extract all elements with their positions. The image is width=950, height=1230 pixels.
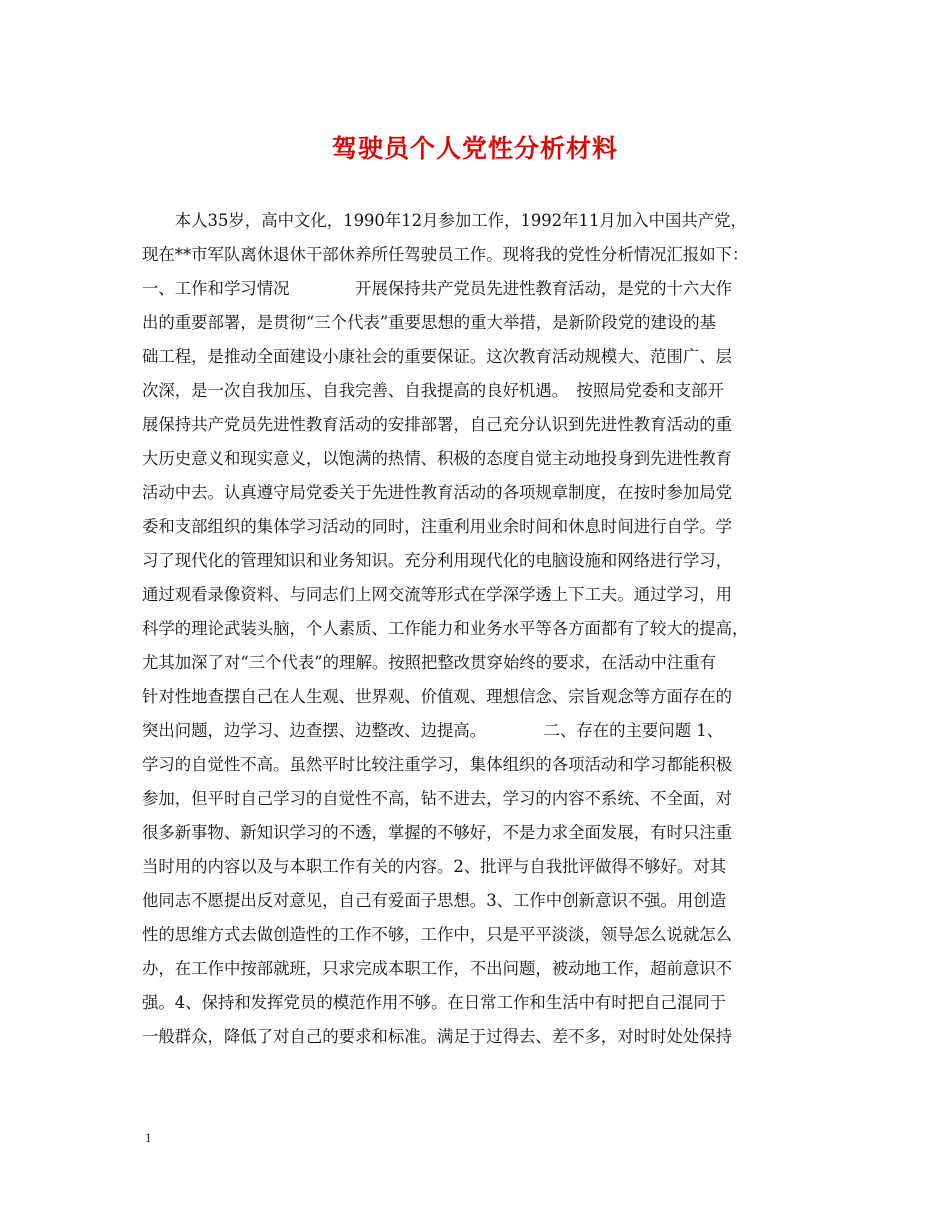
body-line: 性的思维方式去做创造性的工作不够，工作中，只是平平淡淡，领导怎么说就怎么: [142, 925, 733, 944]
body-line: 础工程，是推动全面建设小康社会的重要保证。这次教育活动规模大、范围广、层: [142, 347, 733, 366]
body-line: 学习的自觉性不高。虽然平时比较注重学习，集体组织的各项活动和学习都能积极: [142, 755, 733, 774]
body-line: 活动中去。认真遵守局党委关于先进性教育活动的各项规章制度，在按时参加局党: [142, 483, 733, 502]
body-line: 一般群众，降低了对自己的要求和标准。满足于过得去、差不多，对时时处处保持: [142, 1027, 733, 1046]
body-line: 针对性地查摆自己在人生观、世界观、价值观、理想信念、宗旨观念等方面存在的: [142, 687, 733, 706]
body-line: 现在**市军队离休退休干部休养所任驾驶员工作。现将我的党性分析情况汇报如下：: [142, 245, 749, 264]
body-line: 习了现代化的管理知识和业务知识。充分利用现代化的电脑设施和网络进行学习，: [142, 551, 733, 570]
body-line: 次深，是一次自我加压、自我完善、自我提高的良好机遇。 按照局党委和支部开: [142, 381, 724, 400]
page-number: 1: [145, 1130, 152, 1145]
body-line: 大历史意义和现实意义，以饱满的热情、积极的态度自觉主动地投身到先进性教育: [142, 449, 733, 468]
body-line: 强。4、保持和发挥党员的模范作用不够。在日常工作和生活中有时把自己混同于: [142, 993, 727, 1012]
body-line: 出的重要部署，是贯彻“三个代表”重要思想的重大举措，是新阶段党的建设的基: [142, 313, 717, 332]
body-line: 委和支部组织的集体学习活动的同时，注重利用业余时间和休息时间进行自学。学: [142, 517, 733, 536]
body-line: 当时用的内容以及与本职工作有关的内容。2、批评与自我批评做得不够好。对其: [142, 857, 727, 876]
body-line: 他同志不愿提出反对意见，自己有爱面子思想。3、工作中创新意识不强。用创造: [142, 891, 727, 910]
body-line: 突出问题，边学习、边查摆、边整改、边提高。 二、存在的主要问题 1、: [142, 721, 724, 740]
body-line: 尤其加深了对“三个代表”的理解。按照把整改贯穿始终的要求，在活动中注重有: [142, 653, 717, 672]
body-line: 通过观看录像资料、与同志们上网交流等形式在学深学透上下工夫。通过学习，用: [142, 585, 733, 604]
body-line: 很多新事物、新知识学习的不透，掌握的不够好，不是力求全面发展，有时只注重: [142, 823, 733, 842]
body-line: 办，在工作中按部就班，只求完成本职工作，不出问题，被动地工作，超前意识不: [142, 959, 733, 978]
document-title: 驾驶员个人党性分析材料: [331, 134, 618, 163]
body-line: 科学的理论武装头脑，个人素质、工作能力和业务水平等各方面都有了较大的提高，: [142, 619, 749, 638]
body-line: 参加，但平时自己学习的自觉性不高，钻不进去，学习的内容不系统、不全面，对: [142, 789, 733, 808]
body-line: 本人35岁，高中文化，1990年12月参加工作，1992年11月加入中国共产党，: [142, 211, 747, 230]
body-line: 展保持共产党员先进性教育活动的安排部署，自己充分认识到先进性教育活动的重: [142, 415, 733, 434]
body-line: 一、工作和学习情况 开展保持共产党员先进性教育活动，是党的十六大作: [142, 279, 733, 298]
document-body: [142, 204, 832, 1054]
